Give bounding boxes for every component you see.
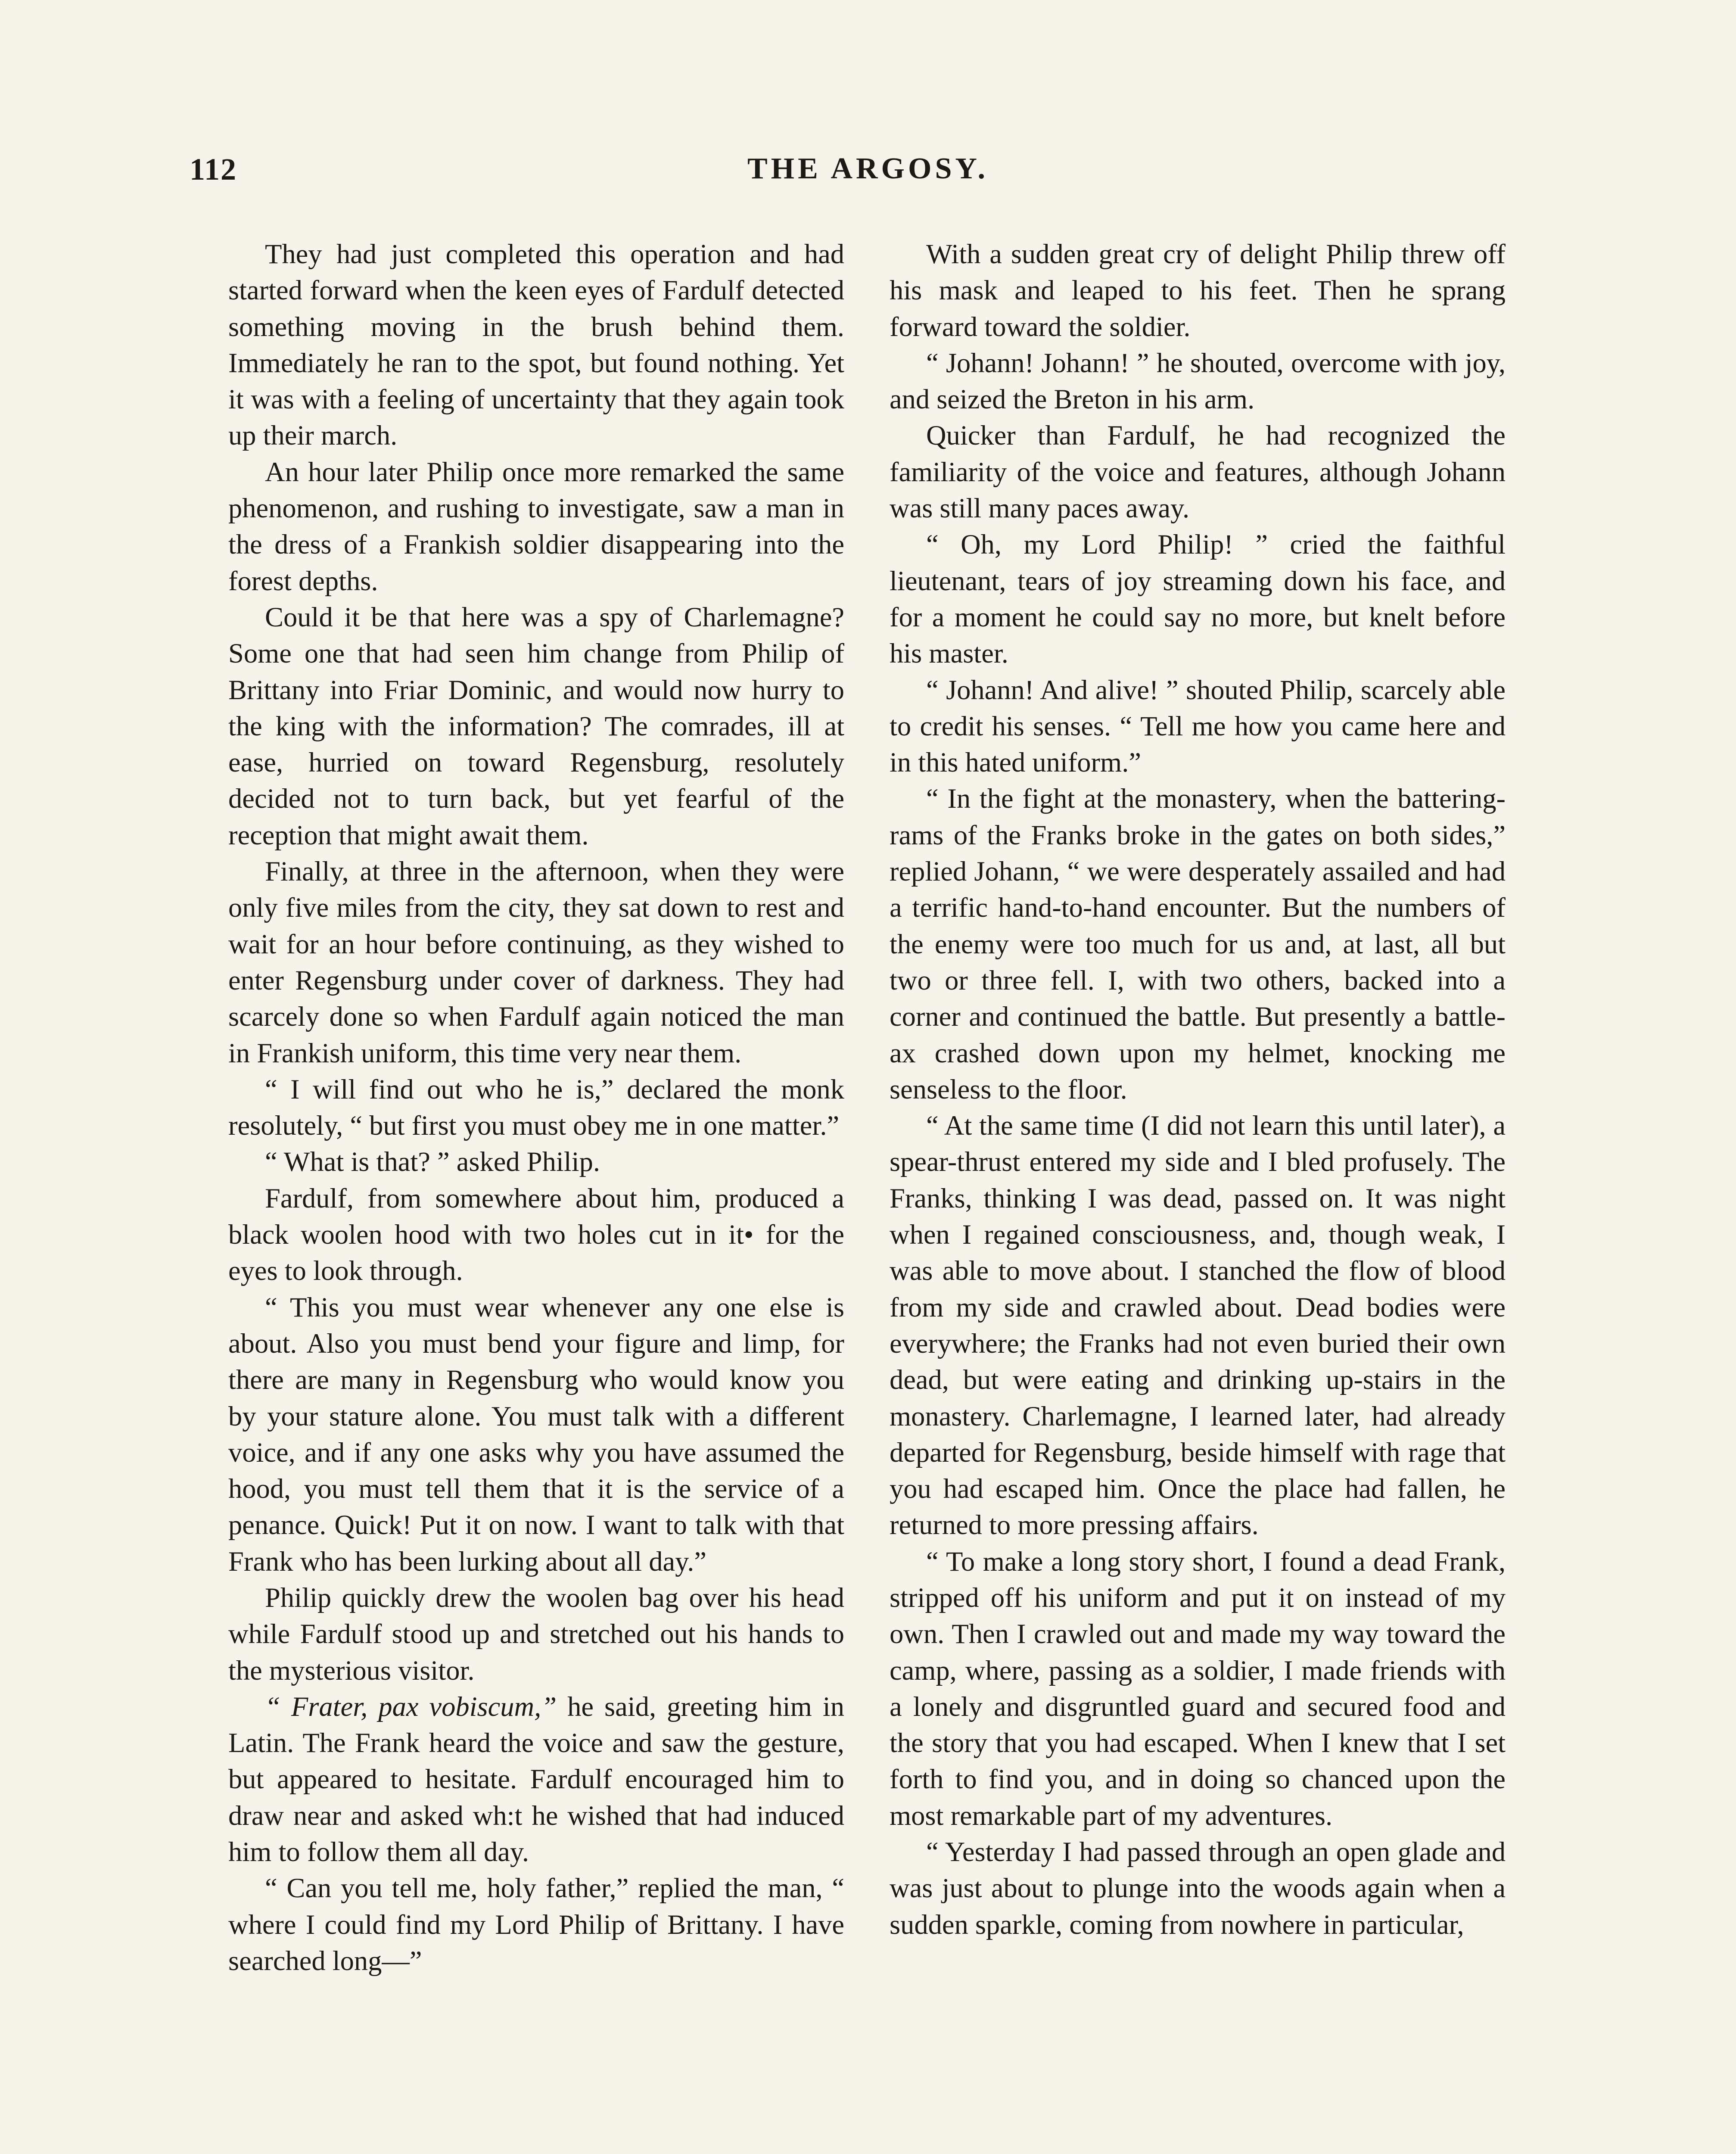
paragraph: An hour later Philip once more remarked the same phenomenon, and rushing to investigate, saw a man in the dress of a Frankish soldier disappearing into the forest depths. bbox=[228, 456, 844, 596]
paragraph: “ What is that? ” asked Philip. bbox=[265, 1146, 600, 1177]
paragraph: “ Oh, my Lord Philip! ” cried the faithful lieutenant, tears of joy streaming down his face, and for a moment he could say no more, but knelt before his master. bbox=[890, 529, 1506, 669]
paragraph: Could it be that here was a spy of Charlemagne? Some one that had seen him change from Philip of Brittany into Friar Dominic, and would now hurry to the king with the information? The comrades, ill at ease, hurried on toward Regensburg, resolutely decided not to turn back, but yet fearful of the reception that might await them. bbox=[228, 601, 844, 850]
paragraph: “ This you must wear whenever any one else is about. Also you must bend your figure and limp, for there are many in Regensburg who would know you by your stature alone. You must talk with a different voice, and if any one asks why you have assumed the hood, you must tell them that it is the service of a penance. Quick! Put it on now. I want to talk with that Frank who has been lurking about all day.” bbox=[228, 1292, 844, 1577]
paragraph: With a sudden great cry of delight Philip threw off his mask and leaped to his feet. Then he sprang forward toward the soldier. bbox=[890, 239, 1506, 342]
paragraph: Philip quickly drew the woolen bag over his head while Fardulf stood up and stretched out his hands to the mysterious visitor. bbox=[228, 1582, 844, 1686]
page-number: 112 bbox=[190, 152, 237, 187]
left-column bbox=[228, 236, 844, 1979]
paragraph: “ Yesterday I had passed through an open glade and was just about to plunge into the woods again when a sudden sparkle, coming from nowhere in particular, bbox=[890, 1837, 1506, 1940]
latin-quote: “ Frater, pax vobiscum,” bbox=[265, 1691, 557, 1722]
paragraph: “ Johann! Johann! ” he shouted, overcome with joy, and seized the Breton in his arm. bbox=[890, 347, 1506, 415]
paragraph: “ I will find out who he is,” declared the monk resolutely, “ but first you must obey me in one matter.” bbox=[228, 1074, 844, 1141]
right-column bbox=[890, 236, 1506, 1943]
paragraph: “ Can you tell me, holy father,” replied the man, “ where I could find my Lord Philip of Brittany. I have searched long—” bbox=[228, 1873, 844, 1976]
page-header bbox=[190, 152, 1546, 203]
paragraph: “ At the same time (I did not learn this until later), a spear-thrust entered my side and I bled profusely. The Franks, thinking I was dead, passed on. It was night when I regained consciousness, and, though weak, I was able to move about. I stanched the flow of blood from my side and crawled about. Dead bodies were everywhere; the Franks had not even buried their own dead, but were eating and drinking up-stairs in the monastery. Charlemagne, I learned later, had already departed for Regensburg, beside himself with rage that you had escaped him. Once the place had fallen, he returned to more pressing affairs. bbox=[890, 1110, 1506, 1541]
paragraph: Quicker than Fardulf, he had recognized the familiarity of the voice and features, although Johann was still many paces away. bbox=[890, 420, 1506, 524]
paragraph: “ Johann! And alive! ” shouted Philip, scarcely able to credit his senses. “ Tell me how you came here and in this hated uniform.” bbox=[890, 674, 1506, 778]
paragraph: “ To make a long story short, I found a dead Frank, stripped off his uniform and put it on instead of my own. Then I crawled out and made my way toward the camp, where, passing as a soldier, I made friends with a lonely and disgruntled guard and secured food and the story that you had escaped. When I knew that I set forth to find you, and in doing so chanced upon the most remarkable part of my adventures. bbox=[890, 1546, 1506, 1831]
paragraph: Finally, at three in the afternoon, when they were only five miles from the city, they sat down to rest and wait for an hour before continuing, as they wished to enter Regensburg under cover of darkness. They had scarcely done so when Fardulf again noticed the man in Frankish uniform, this time very near them. bbox=[228, 856, 844, 1068]
running-head-title: THE ARGOSY. bbox=[747, 152, 989, 185]
paragraph: Fardulf, from somewhere about him, produced a black woolen hood with two holes cut in it• for the eyes to look through. bbox=[228, 1183, 844, 1286]
paragraph: They had just completed this operation and had started forward when the keen eyes of Fardulf detected something moving in the brush behind them. Immediately he ran to the spot, but found nothing. Yet it was with a feeling of uncertainty that they again took up their march. bbox=[228, 239, 844, 451]
paragraph-latin-greeting bbox=[228, 1689, 844, 1870]
paragraph: “ In the fight at the monastery, when the battering-rams of the Franks broke in the gates on both sides,” replied Johann, “ we were desperately assailed and had a terrific hand-to-hand encounter. But the numbers of the enemy were too much for us and, at last, all but two or three fell. I, with two others, backed into a corner and continued the battle. But presently a battle-ax crashed down upon my helmet, knocking me senseless to the floor. bbox=[890, 783, 1506, 1105]
latin-paragraph-rest: he said, greeting him in Latin. The Frank heard the voice and saw the gesture, but appeared to hesitate. Fardulf encouraged him to draw near and asked wh:t he wished that had induced him to follow them all day. bbox=[228, 1691, 844, 1868]
